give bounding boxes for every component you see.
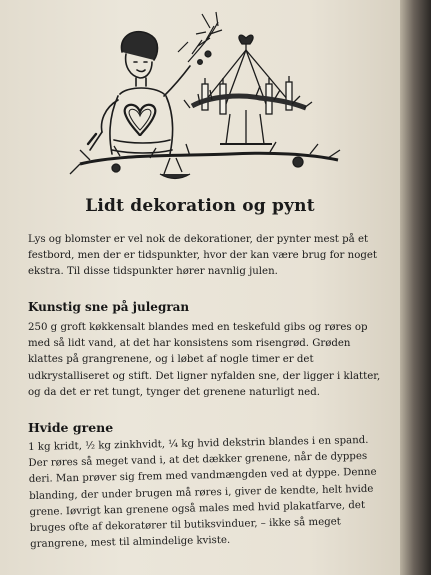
section-title-kunstig-sne: Kunstig sne på julegran bbox=[28, 300, 190, 314]
intro-text: Lys og blomster er vel nok de dekorationer, der pynter mest på et festbord, men der er tidspunkter, hvor der kan være brug for noget ekstra. Til disse tidspunkter hører navnlig julen. bbox=[28, 234, 377, 277]
section-title-hvide-grene: Hvide grene bbox=[28, 420, 114, 435]
section-text: 1 kg kridt, ½ kg zinkhvidt, ¼ kg hvid dekstrin blandes i en spand. Der røres så meget vand i, at det dækker grenene, når de dyppes deri. Man prøver sig frem med vandmængden ved at dyppe. Denne blanding, der under brugen må røres i, giver de kendte, helt hvide grene. Iøvrigt kan grenene også males med hvid plakatfarve, det bruges ofte af dekoratører til butiksvinduer, – ikke så meget grangrene, mest til almindelige kviste. bbox=[28, 434, 377, 551]
section-text: 250 g groft køkkensalt blandes med en teskefuld gibs og røres op med så lidt vand, at det har konsistens som risengrød. Grøden klattes på grangrenene, og i løbet af nogle timer er det udkrystalliseret og stift. Det ligner nyfalden sne, der ligger i klatter, og da det er ret tungt, tynger det grenene naturligt ned. bbox=[28, 322, 381, 398]
page-edge-shadow bbox=[400, 0, 431, 575]
decoration-illustration bbox=[60, 4, 350, 194]
section-body-hvide-grene bbox=[28, 432, 390, 553]
page-title: Lidt dekoration og pynt bbox=[85, 196, 315, 216]
section-body-kunstig-sne bbox=[28, 320, 388, 401]
intro-paragraph bbox=[28, 232, 388, 280]
